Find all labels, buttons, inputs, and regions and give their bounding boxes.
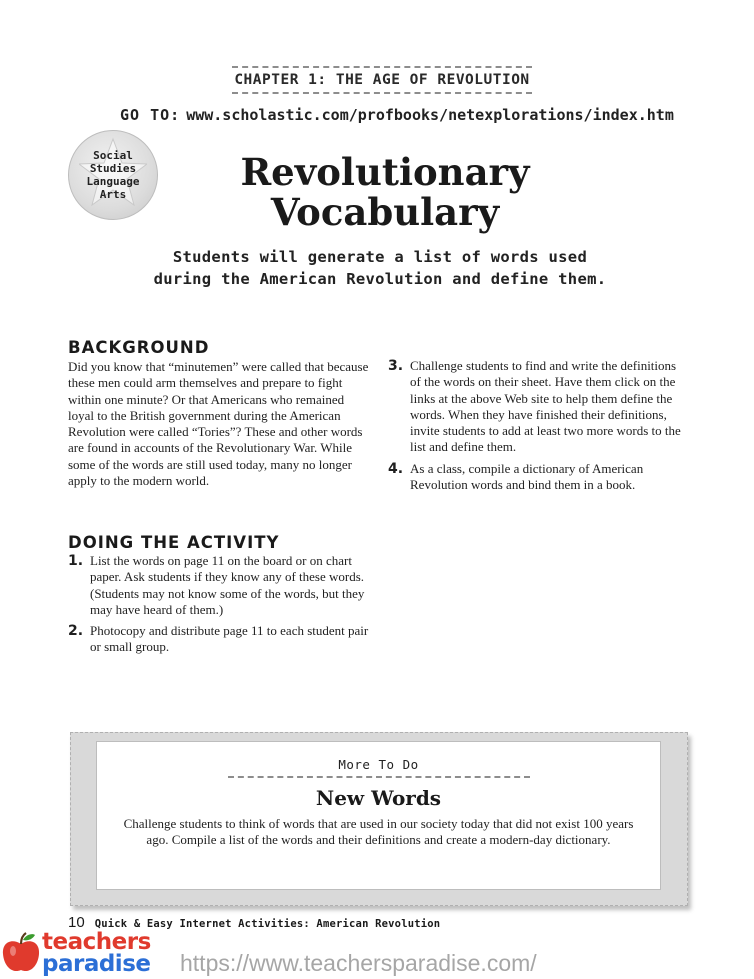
logo-word-paradise: paradise	[42, 951, 151, 977]
logo-word-teachers: teachers	[42, 929, 151, 955]
background-section	[68, 338, 370, 489]
page-title	[200, 152, 570, 232]
background-text: Did you know that “minutemen” were called that because these men could arm themselves and prepare to fight within one minute? Or that Americans who remained loyal to the British government during the American Revolution were called “Tories”? These and other words are found in accounts of the Revolutionary War. While some of the words are still used today, many no longer apply to the modern world.	[68, 359, 369, 489]
chapter-rule-bottom	[232, 92, 532, 94]
goto-line	[120, 106, 674, 124]
page-title-line: Revolutionary	[240, 150, 530, 194]
step-text: As a class, compile a dictionary of American Revolution words and bind them in a book.	[410, 460, 644, 493]
subject-badge	[68, 130, 158, 220]
watermark-url[interactable]: https://www.teachersparadise.com/	[180, 950, 537, 976]
badge-line: Arts	[99, 188, 127, 201]
step-number: 1.	[68, 553, 84, 569]
more-kicker: More To Do	[338, 757, 419, 772]
activity-step	[68, 623, 370, 656]
page-title-line: Vocabulary	[270, 190, 500, 234]
activity-step	[68, 553, 370, 618]
activity-heading: DOING THE ACTIVITY	[68, 533, 280, 552]
background-heading: BACKGROUND	[68, 338, 210, 357]
step-text: Photocopy and distribute page 11 to each student pair or small group.	[90, 623, 369, 655]
activity-steps-continued	[388, 357, 688, 498]
subtitle-line: Students will generate a list of words used	[172, 248, 588, 266]
chapter-header	[232, 66, 532, 96]
goto-url[interactable]: www.scholastic.com/profbooks/netexplorations/index.htm	[186, 106, 674, 124]
badge-line: Social	[93, 149, 133, 162]
activity-section	[68, 533, 370, 661]
chapter-title: CHAPTER 1: THE AGE OF REVOLUTION	[234, 72, 530, 88]
teachers-paradise-logo[interactable]	[0, 926, 170, 979]
more-text: Challenge students to think of words that are used in our society today that did not exist 100 years ago. Compile a list of the words and their definitions and create a modern-day dictionary.	[123, 816, 634, 848]
more-heading: New Words	[315, 786, 442, 810]
book-title: Quick & Easy Internet Activities: American Revolution	[94, 918, 441, 930]
goto-label: GO TO:	[120, 106, 181, 124]
apple-icon	[2, 932, 40, 974]
step-text: Challenge students to find and write the definitions of the words on their sheet. Have them click on the links at the above Web site to help them define the words. When they have finished their definitions, invite students to add at least two more words to the list and define them.	[410, 358, 681, 455]
step-number: 3.	[388, 358, 404, 374]
step-number: 2.	[68, 623, 84, 640]
badge-line: Studies	[89, 162, 137, 175]
activity-step	[388, 461, 688, 494]
badge-line: Language	[86, 175, 140, 188]
subtitle-line: during the American Revolution and define them.	[153, 270, 607, 288]
activity-step	[388, 358, 688, 456]
page-number: 10	[68, 914, 85, 931]
page-subtitle	[110, 246, 650, 290]
more-rule	[228, 776, 530, 778]
badge-subjects	[69, 149, 157, 201]
more-to-do-box	[96, 741, 661, 890]
step-text: List the words on page 11 on the board or on chart paper. Ask students if they know any of these words. (Students may not know some of the words, but they may have heard of them.)	[90, 553, 365, 617]
step-number: 4.	[388, 460, 404, 477]
